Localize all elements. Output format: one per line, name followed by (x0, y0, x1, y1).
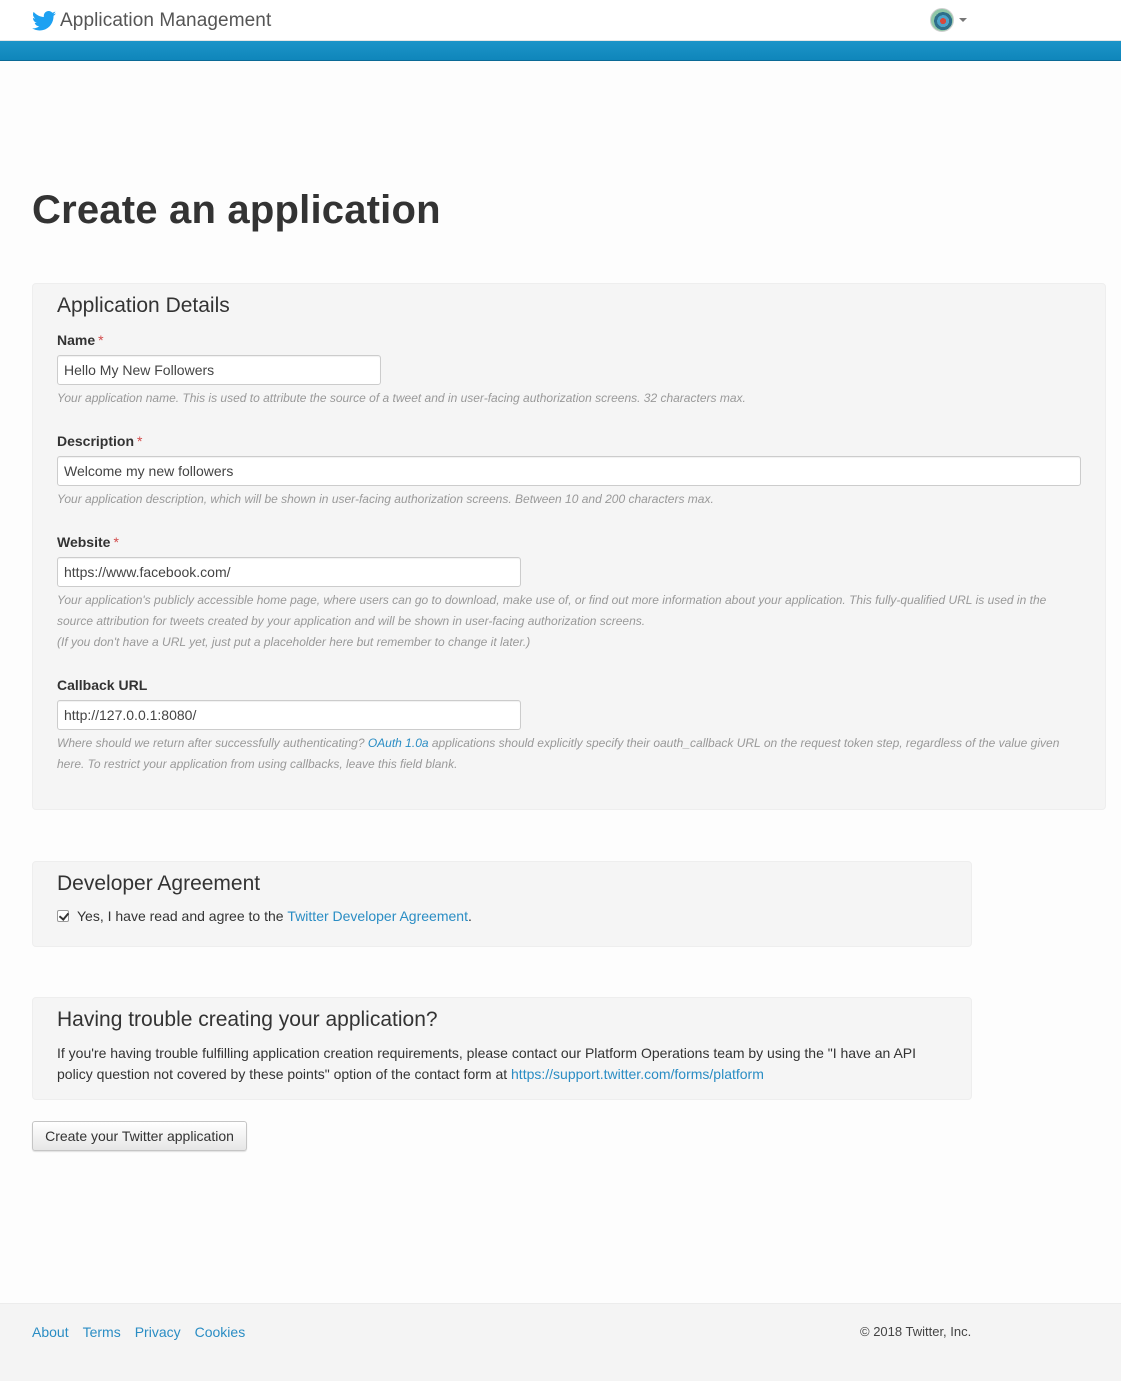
required-mark: * (137, 433, 143, 449)
agreement-text: Yes, I have read and agree to the (77, 908, 288, 924)
callback-label: Callback URL (57, 677, 148, 693)
header-band (0, 41, 1121, 61)
footer (0, 1303, 1121, 1381)
description-input[interactable] (57, 456, 1081, 486)
app-title: Application Management (60, 10, 272, 31)
description-label: Description * (57, 433, 143, 449)
website-help: Your application's publicly accessible home page, where users can go to download, make use of, or find out more information about your application. This fully-qualified URL is used in the source attribution for tweets created by your application and will be shown in user-facing authorization screens. (If you don't have a URL yet, just put a placeholder here but remember to change it later.) (57, 593, 1047, 649)
developer-agreement-link[interactable]: Twitter Developer Agreement (287, 908, 468, 924)
top-navbar (0, 0, 1121, 41)
developer-agreement-panel (32, 861, 972, 947)
application-details-panel (32, 283, 1106, 810)
create-application-button[interactable]: Create your Twitter application (32, 1121, 247, 1151)
name-input[interactable] (57, 355, 381, 385)
name-label: Name * (57, 332, 104, 348)
footer-link-terms[interactable]: Terms (82, 1324, 121, 1340)
section-heading: Having trouble creating your application? (57, 1008, 438, 1031)
agreement-row: Yes, I have read and agree to the Twitter Developer Agreement . (57, 908, 472, 924)
required-mark: * (113, 534, 119, 550)
footer-link-about[interactable]: About (32, 1324, 69, 1340)
description-help: Your application description, which will be shown in user-facing authorization screens. Between 10 and 200 characters max. (57, 492, 714, 506)
footer-link-privacy[interactable]: Privacy (134, 1324, 181, 1340)
callback-help: Where should we return after successfully authenticating? OAuth 1.0a applications should explicitly specify their oauth_callback URL on the request token step, regardless of the value given here. To restrict your application from using callbacks, leave this field blank. (57, 736, 1060, 771)
page-title: Create an application (32, 188, 441, 232)
brand[interactable] (32, 8, 271, 34)
twitter-bird-icon (32, 11, 56, 31)
trouble-panel (32, 997, 972, 1100)
copyright: © 2018 Twitter, Inc. (860, 1324, 972, 1339)
support-link[interactable]: https://support.twitter.com/forms/platform (511, 1066, 764, 1082)
callback-url-input[interactable] (57, 700, 521, 730)
user-menu[interactable] (930, 7, 967, 33)
trouble-text: If you're having trouble fulfilling application creation requirements, please contact our Platform Operations team by using the "I have an API policy question not covered by these points" option of the contact form at https://support.twitter.com/forms/platform (57, 1045, 917, 1082)
website-label: Website * (57, 534, 119, 550)
chevron-down-icon[interactable] (959, 18, 967, 22)
oauth-link[interactable]: OAuth 1.0a (367, 736, 429, 750)
required-mark: * (98, 332, 104, 348)
name-help: Your application name. This is used to attribute the source of a tweet and in user-facing authorization screens. 32 characters max. (57, 391, 746, 405)
website-input[interactable] (57, 557, 521, 587)
footer-link-cookies[interactable]: Cookies (194, 1324, 246, 1340)
footer-links (32, 1324, 245, 1340)
avatar[interactable] (930, 8, 954, 32)
section-heading: Application Details (57, 294, 230, 317)
agreement-checkbox[interactable] (57, 910, 69, 922)
section-heading: Developer Agreement (57, 872, 261, 895)
